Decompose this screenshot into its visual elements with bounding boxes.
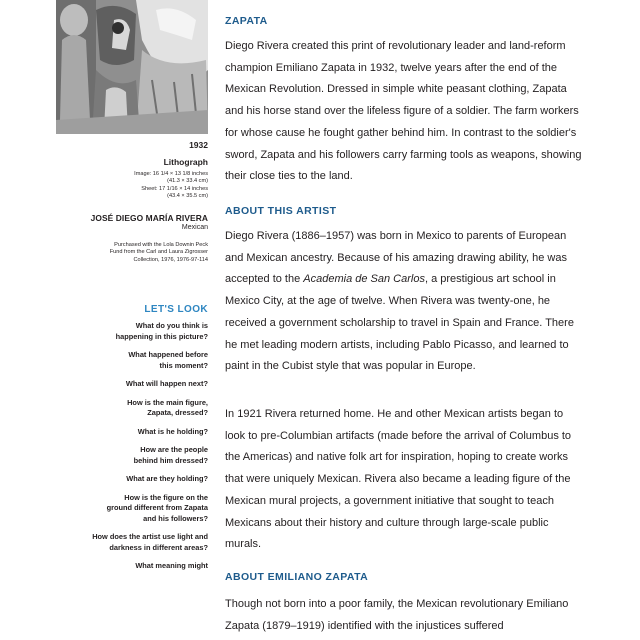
artist-name: JOSÉ DIEGO MARÍA RIVERA: [90, 213, 208, 223]
artwork-year: 1932: [189, 140, 208, 150]
question-item: [48, 445, 208, 466]
dimension-line: Image: 16 1/4 × 13 1/8 inches: [134, 171, 208, 177]
question-line: this moment?: [159, 360, 208, 370]
question-line: and his followers?: [143, 513, 208, 523]
question-item: [48, 321, 208, 342]
paragraph-artist-1: [225, 226, 585, 378]
question-line: What is he holding?: [137, 426, 208, 436]
question-line: How are the people: [140, 445, 208, 454]
dimension-line: (41.3 × 33.4 cm): [167, 178, 208, 185]
section-title-about-artist: ABOUT THIS ARTIST: [225, 205, 337, 217]
question-line: What do you think is: [135, 321, 208, 330]
artwork-image: [56, 0, 208, 134]
question-line: ground different from Zapata: [106, 503, 208, 512]
question-item: [48, 379, 208, 390]
credit-line-text: Fund from the Carl and Laura Zigrosser: [109, 249, 208, 256]
question-line: What will happen next?: [125, 379, 208, 388]
paragraph-artist-2: In 1921 Rivera returned home. He and other Mexican artists began to look to pre-Columbian artifacts (made before the arrival of Columbus to the Americas) and native folk art for inspiration, hoping to create works that were uniquely Mexican. Rivera also became a leading figure of the Mexican mural projects, a government initiative that sought to teach Mexicans about their history and culture through large-scale public murals.: [225, 408, 572, 551]
section-title-zapata: ZAPATA: [225, 15, 268, 27]
question-line: What happened before: [128, 350, 208, 359]
question-item: [48, 493, 208, 525]
artwork-medium: Lithograph: [163, 157, 208, 167]
question-line: How is the figure on the: [124, 492, 208, 502]
credit-line-text: Purchased with the Lola Downin Peck: [114, 242, 208, 248]
paragraph-about-zapata: Though not born into a poor family, the Mexican revolutionary Emiliano Zapata (1879–1919) identified with the injustices suffered: [225, 598, 569, 632]
question-item: [48, 474, 208, 485]
question-line: darkness in different areas?: [109, 542, 208, 552]
lets-look-questions: [48, 321, 208, 572]
lets-look-heading: LET'S LOOK: [144, 304, 208, 315]
academy-name: Academia de San Carlos: [303, 273, 425, 286]
artist-text-part: Diego Rivera (1886–1957) was born in Mexico to parents of European and Mexican ancestry. Because of his amazing drawing ability, he was accepted to the: [225, 230, 567, 286]
question-item: [48, 398, 208, 419]
artist-text-part: , a prestigious art school in Mexico City, at the age of twelve. When Rivera was twenty-one, he received a government scholarship to travel in Spain and France. There he met leading modern artists, including Pablo Picasso, and learned to paint in the Cubist style that was popular in Europe.: [225, 273, 574, 373]
dimension-line: (43.4 × 35.5 cm): [167, 192, 208, 199]
question-item: [48, 532, 208, 553]
left-sidebar: [50, 0, 210, 640]
question-line: happening in this picture?: [115, 331, 208, 341]
question-item: [48, 561, 208, 572]
artwork-illustration: [56, 0, 208, 134]
question-line: What meaning might: [135, 561, 208, 570]
paragraph-zapata: Diego Rivera created this print of revolutionary leader and land-reform champion Emiliano Zapata in 1932, twelve years after the end of the Mexican Revolution. Dressed in simple white peasant clothing, Zapata and his horse stand over the lifeless figure of a soldier. The farm workers for whose cause he fought gather behind him. In contrast to the soldier's sword, Zapata and his followers carry farming tools as weapons, showing their close ties to the land.: [225, 40, 582, 183]
question-line: How does the artist use light and: [92, 532, 208, 541]
question-line: How is the main figure,: [127, 397, 208, 407]
artwork-dimensions: [68, 171, 208, 200]
question-item: [48, 350, 208, 371]
artist-nationality: Mexican: [181, 224, 208, 231]
credit-line: [58, 242, 208, 264]
question-line: What are they holding?: [126, 474, 208, 483]
dimension-line: Sheet: 17 1/16 × 14 inches: [141, 185, 208, 192]
question-line: behind him dressed?: [133, 455, 208, 465]
question-line: Zapata, dressed?: [147, 408, 208, 417]
question-item: [48, 427, 208, 438]
credit-line-text: Collection, 1976, 1976-97-114: [133, 256, 208, 263]
section-title-about-zapata: ABOUT EMILIANO ZAPATA: [225, 571, 369, 583]
